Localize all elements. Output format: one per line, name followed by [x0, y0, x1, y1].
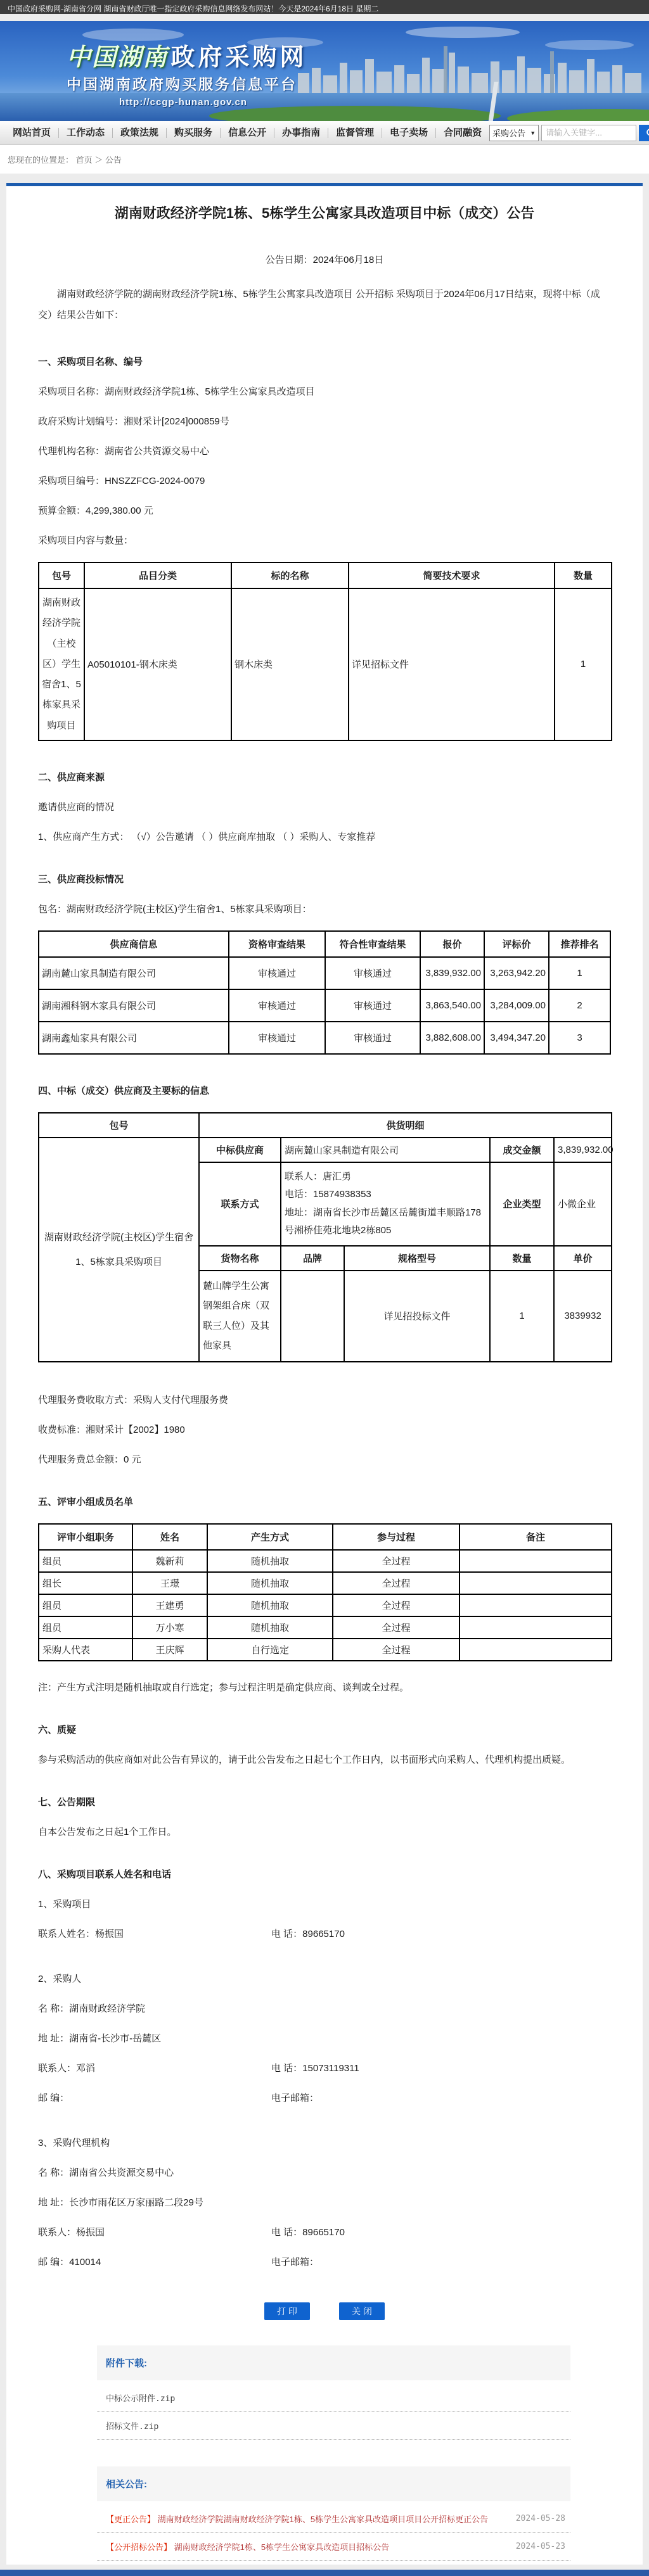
footer-gap	[0, 2565, 649, 2570]
contact-phone: 电话：15874938353	[285, 1189, 371, 1200]
cell-remark	[459, 1639, 612, 1661]
cell-category: A05010101-钢木床类	[84, 588, 231, 740]
agency-email: 电子邮箱：	[271, 2256, 319, 2268]
purchaser-name: 名 称：湖南财政经济学院	[38, 2003, 146, 2014]
col-eval-price: 评标价	[484, 931, 549, 957]
winner-row	[39, 1138, 612, 1162]
cell-remark	[459, 1572, 612, 1594]
cell-rank: 3	[549, 1022, 610, 1054]
contact-address: 地址：湖南省长沙市岳麓区岳麓街道丰顺路178号湘桥佳苑北地块2栋805	[285, 1207, 482, 1236]
cell-method: 随机抽取	[207, 1594, 333, 1616]
winner-label: 中标供应商	[199, 1138, 281, 1162]
contact-project-name: 联系人姓名：杨振国	[38, 1928, 124, 1939]
col-method: 产生方式	[207, 1524, 333, 1550]
agency-zip: 邮 编：410014	[38, 2256, 101, 2268]
col-rank: 推荐排名	[549, 931, 610, 957]
main-navbar	[0, 121, 649, 145]
announcement-tag: 【更正公告】	[106, 2514, 156, 2524]
cell-role: 组员	[39, 1550, 132, 1572]
contact-person: 联系人：唐汇勇	[285, 1171, 352, 1182]
footer-bar	[0, 2570, 649, 2576]
nav-item-contract-finance[interactable]: 合同融资	[444, 127, 482, 138]
col-spec-model: 规格型号	[344, 1246, 490, 1271]
section3-title: 三、供应商投标情况	[38, 873, 124, 885]
related-title: 相关公告:	[97, 2466, 570, 2501]
search-icon	[645, 127, 649, 139]
col-category: 品目分类	[84, 562, 231, 588]
contact-project-phone: 电 话：89665170	[271, 1928, 345, 1939]
cell-process: 全过程	[333, 1550, 459, 1572]
award-table	[38, 1112, 612, 1362]
announcement-date: 公告日期：2024年06月18日	[265, 255, 384, 265]
cell-remark	[459, 1594, 612, 1616]
cell-role: 组长	[39, 1572, 132, 1594]
cell-eval-price: 3,263,942.20	[484, 957, 549, 989]
table-header-row	[39, 1524, 612, 1550]
cell-supplier: 湖南湘科钢木家具有限公司	[39, 989, 229, 1022]
attachment-file-link[interactable]: 中标公示附件.zip	[97, 2384, 570, 2412]
contact-info	[281, 1162, 490, 1246]
page-title: 湖南财政经济学院1栋、5栋学生公寓家具改造项目中标（成交）公告	[114, 205, 535, 221]
cell-rank: 2	[549, 989, 610, 1022]
enterprise-type-label: 企业类型	[490, 1162, 554, 1246]
related-announcement-row	[97, 2505, 570, 2533]
breadcrumb	[0, 145, 649, 174]
query-text: 参与采购活动的供应商如对此公告有异议的，请于此公告发布之日起七个工作日内，以书面形式向采购人、代理机构提出质疑。	[38, 1754, 571, 1765]
project-number-line: 采购项目编号：HNSZZFCG-2024-0079	[38, 476, 205, 486]
col-unit-price: 单价	[554, 1246, 612, 1271]
banner-url: http://ccgp-hunan.gov.cn	[119, 97, 248, 108]
banner-subtitle: 中国湖南政府购买服务信息平台	[67, 76, 297, 92]
supplier-method-line: 1、供应商产生方式： （√）公告邀请 （ ）供应商库抽取 （ ）采购人、专家推荐	[38, 831, 376, 842]
col-tech-req: 简要技术要求	[349, 562, 555, 588]
table-header-row	[39, 931, 610, 957]
purchaser-label: 2、采购人	[38, 1973, 82, 1984]
breadcrumb-separator: ＞	[94, 155, 103, 165]
agency-contact-row	[38, 2225, 611, 2238]
col-supply-detail: 供货明细	[199, 1113, 612, 1138]
cell-eval-price: 3,284,009.00	[484, 989, 549, 1022]
agency-name-line: 代理机构名称：湖南省公共资源交易中心	[38, 446, 210, 457]
announcement-tag: 【公开招标公告】	[106, 2542, 172, 2552]
contact-project-label: 1、采购项目	[38, 1898, 91, 1910]
table-row	[39, 1639, 612, 1661]
cell-method: 自行选定	[207, 1639, 333, 1661]
amount-label: 成交金额	[490, 1138, 554, 1162]
col-package: 包号	[39, 562, 84, 588]
cell-process: 全过程	[333, 1616, 459, 1639]
related-announcement-link[interactable]	[106, 2541, 389, 2553]
cell-supplier: 湖南鑫灿家具有限公司	[39, 1022, 229, 1054]
cell-remark	[459, 1550, 612, 1572]
cell-quote: 3,863,540.00	[420, 989, 484, 1022]
cell-rank: 1	[549, 957, 610, 989]
purchaser-contact-row	[38, 2061, 611, 2074]
agency-name: 名 称：湖南省公共资源交易中心	[38, 2167, 174, 2178]
table-row	[39, 588, 612, 740]
amount-value: 3,839,932.00	[554, 1138, 612, 1162]
announcement-date: 2024-05-28	[515, 2513, 565, 2523]
period-text: 自本公告发布之日起1个工作日。	[38, 1826, 177, 1837]
nav-item-supervision[interactable]: 监督管理	[328, 128, 382, 138]
top-info-text: 中国政府采购网-湖南省分网 湖南省财政厅唯一指定政府采购信息网络发布网站！今天是2024年6月18日 星期二	[8, 4, 379, 13]
purchaser-contact: 联系人：邓滔	[38, 2062, 96, 2074]
cell-quote: 3,839,932.00	[420, 957, 484, 989]
cell-remark	[459, 1616, 612, 1639]
cell-role: 组员	[39, 1616, 132, 1639]
table-header-row	[39, 562, 612, 588]
search-category-value: 采购公告	[492, 129, 526, 138]
fee-standard-line: 收费标准：湘财采计【2002】1980	[38, 1424, 185, 1435]
purchaser-phone: 电 话：15073119311	[271, 2062, 359, 2074]
budget-line: 预算金额：4,299,380.00 元	[38, 505, 153, 516]
table-row	[39, 1022, 610, 1054]
top-gap	[0, 14, 649, 21]
col-quote: 报价	[420, 931, 484, 957]
section6-title: 六、质疑	[38, 1724, 77, 1735]
table-row	[39, 1572, 612, 1594]
nav-item-policy[interactable]: 政策法规	[113, 128, 167, 138]
cell-name: 王璟	[132, 1572, 207, 1594]
attachments-box	[97, 2345, 570, 2440]
cell-tech-req: 详见招标文件	[349, 588, 555, 740]
agency-label: 3、采购代理机构	[38, 2137, 110, 2148]
announcement-date: 2024-05-23	[515, 2541, 565, 2551]
cell-supplier: 湖南麓山家具制造有限公司	[39, 957, 229, 989]
cell-name: 王庆辉	[132, 1639, 207, 1661]
plan-number-line: 政府采购计划编号：湘财采计[2024]000859号	[38, 416, 229, 427]
project-name-line: 采购项目名称：湖南财政经济学院1栋、5栋学生公寓家具改造项目	[38, 386, 315, 397]
table-row	[39, 989, 610, 1022]
purchaser-address: 地 址：湖南省-长沙市-岳麓区	[38, 2033, 162, 2044]
col-conformity: 符合性审查结果	[325, 931, 420, 957]
site-logo	[67, 37, 307, 72]
cell-conformity: 审核通过	[325, 1022, 420, 1054]
cell-eval-price: 3,494,347.20	[484, 1022, 549, 1054]
col-qualification: 资格审查结果	[229, 931, 325, 957]
breadcrumb-prefix: 您现在的位置是：	[8, 155, 74, 165]
attachment-file-link[interactable]: 招标文件.zip	[97, 2412, 570, 2440]
cell-goods-name: 麓山牌学生公寓钢架组合床（双联三人位）及其他家具	[199, 1271, 281, 1362]
agency-address: 地 址：长沙市雨花区万家丽路二段29号	[38, 2197, 203, 2208]
section4-title: 四、中标（成交）供应商及主要标的信息	[38, 1085, 210, 1096]
cell-name: 王建勇	[132, 1594, 207, 1616]
content-quantity-line: 采购项目内容与数量：	[38, 535, 134, 546]
agency-contact: 联系人：杨振国	[38, 2226, 105, 2238]
section1-title: 一、采购项目名称、编号	[38, 357, 143, 367]
nav-item-e-mall[interactable]: 电子卖场	[382, 128, 436, 138]
site-banner	[0, 21, 649, 121]
agency-fee-method-line: 代理服务费收取方式：采购人支付代理服务费	[38, 1394, 229, 1405]
cell-name: 万小寒	[132, 1616, 207, 1639]
table-header-row	[39, 1113, 612, 1138]
cell-conformity: 审核通过	[325, 957, 420, 989]
section2-title: 二、供应商来源	[38, 771, 105, 783]
breadcrumb-gap	[0, 174, 649, 183]
table-row	[39, 957, 610, 989]
table-row	[39, 1616, 612, 1639]
cell-process: 全过程	[333, 1572, 459, 1594]
site-logo-main: 政府采购网	[170, 44, 307, 71]
announcement-text: 湖南财政经济学院1栋、5栋学生公寓家具改造项目招标公告	[174, 2542, 390, 2552]
purchaser-email: 电子邮箱：	[271, 2092, 319, 2103]
related-announcement-link[interactable]	[106, 2513, 488, 2525]
cell-conformity: 审核通过	[325, 989, 420, 1022]
enterprise-type-value: 小微企业	[554, 1162, 612, 1246]
cell-package: 湖南财政经济学院（主校区）学生宿舍1、5栋家具采购项目	[39, 588, 84, 740]
col-subject: 标的名称	[231, 562, 349, 588]
col-remark: 备注	[459, 1524, 612, 1550]
cell-brand	[281, 1271, 344, 1362]
cell-package: 湖南财政经济学院(主校区)学生宿舍1、5栋家具采购项目	[39, 1138, 199, 1362]
col-supplier: 供应商信息	[39, 931, 229, 957]
col-brand: 品牌	[281, 1246, 344, 1271]
cell-role: 组员	[39, 1594, 132, 1616]
review-panel-table	[38, 1523, 612, 1661]
cell-name: 魏新莉	[132, 1550, 207, 1572]
cell-qualification: 审核通过	[229, 1022, 325, 1054]
search-area	[489, 125, 649, 141]
search-category-select[interactable]	[489, 125, 539, 141]
package-name-line: 包名：湖南财政经济学院(主校区)学生宿舍1、5栋家具采购项目：	[38, 903, 312, 915]
col-name: 姓名	[132, 1524, 207, 1550]
panel-note: 注：产生方式注明是随机抽取或自行选定；参与过程注明是确定供应商、谈判或全过程。	[38, 1682, 409, 1693]
col-package: 包号	[39, 1113, 199, 1138]
announcement-intro: 湖南财政经济学院的湖南财政经济学院1栋、5栋学生公寓家具改造项目 公开招标 采购项目于2024年06月17日结束，现将中标（成交）结果公告如下：	[38, 289, 600, 320]
print-button[interactable]: 打 印	[264, 2302, 310, 2320]
agency-phone: 电 话：89665170	[271, 2226, 345, 2238]
nav-item-news[interactable]: 工作动态	[59, 128, 113, 138]
cell-spec-model: 详见招投标文件	[344, 1271, 490, 1362]
site-logo-prefix: 中国湖南	[67, 44, 169, 71]
chevron-down-icon: ▼	[530, 129, 536, 136]
related-announcements-box	[97, 2466, 570, 2561]
cell-process: 全过程	[333, 1639, 459, 1661]
cell-qty: 1	[490, 1271, 554, 1362]
col-qty: 数量	[555, 562, 612, 588]
announcement-text: 湖南财政经济学院湖南财政经济学院1栋、5栋学生公寓家具改造项目项目公开招标更正公告	[157, 2514, 489, 2524]
invite-status-line: 邀请供应商的情况	[38, 801, 115, 813]
col-goods-name: 货物名称	[199, 1246, 281, 1271]
contact-label: 联系方式	[199, 1162, 281, 1246]
nav-item-guide[interactable]: 办事指南	[274, 128, 328, 138]
close-button[interactable]: 关 闭	[339, 2302, 385, 2320]
agency-zip-row	[38, 2255, 611, 2268]
purchaser-zip: 邮 编：	[38, 2092, 70, 2103]
nav-item-info-disclosure[interactable]: 信息公开	[221, 128, 274, 138]
cell-qualification: 审核通过	[229, 989, 325, 1022]
announcement-document	[38, 186, 614, 2268]
col-qty: 数量	[490, 1246, 554, 1271]
breadcrumb-home-link[interactable]: 首页	[75, 155, 93, 165]
winner-name: 湖南麓山家具制造有限公司	[281, 1138, 490, 1162]
cell-method: 随机抽取	[207, 1550, 333, 1572]
section8-title: 八、采购项目联系人姓名和电话	[38, 1869, 172, 1880]
section5-title: 五、评审小组成员名单	[38, 1496, 134, 1507]
cell-process: 全过程	[333, 1594, 459, 1616]
col-panel-role: 评审小组职务	[39, 1524, 132, 1550]
cell-method: 随机抽取	[207, 1572, 333, 1594]
cell-quote: 3,882,608.00	[420, 1022, 484, 1054]
table-row	[39, 1594, 612, 1616]
cell-qualification: 审核通过	[229, 957, 325, 989]
cell-role: 采购人代表	[39, 1639, 132, 1661]
search-input[interactable]	[541, 125, 636, 141]
nav-item-home[interactable]: 网站首页	[5, 128, 59, 138]
related-announcement-row	[97, 2533, 570, 2561]
project-content-table	[38, 562, 612, 741]
top-info-bar	[0, 0, 649, 14]
bidding-table	[38, 930, 611, 1055]
attachments-title: 附件下载:	[97, 2345, 570, 2380]
purchaser-zip-row	[38, 2091, 611, 2104]
col-process: 参与过程	[333, 1524, 459, 1550]
cell-qty: 1	[555, 588, 612, 740]
cell-unit-price: 3839932	[554, 1271, 612, 1362]
search-button[interactable]	[639, 125, 649, 141]
agency-fee-total-line: 代理服务费总金额：0 元	[38, 1454, 141, 1465]
nav-menu	[5, 128, 489, 138]
action-buttons	[6, 2302, 643, 2320]
cell-method: 随机抽取	[207, 1616, 333, 1639]
content-panel	[6, 183, 643, 2565]
table-row	[39, 1550, 612, 1572]
section7-title: 七、公告期限	[38, 1796, 96, 1808]
breadcrumb-current-link[interactable]: 公告	[105, 155, 122, 165]
nav-item-purchase-service[interactable]: 购买服务	[167, 128, 221, 138]
cell-subject: 钢木床类	[231, 588, 349, 740]
